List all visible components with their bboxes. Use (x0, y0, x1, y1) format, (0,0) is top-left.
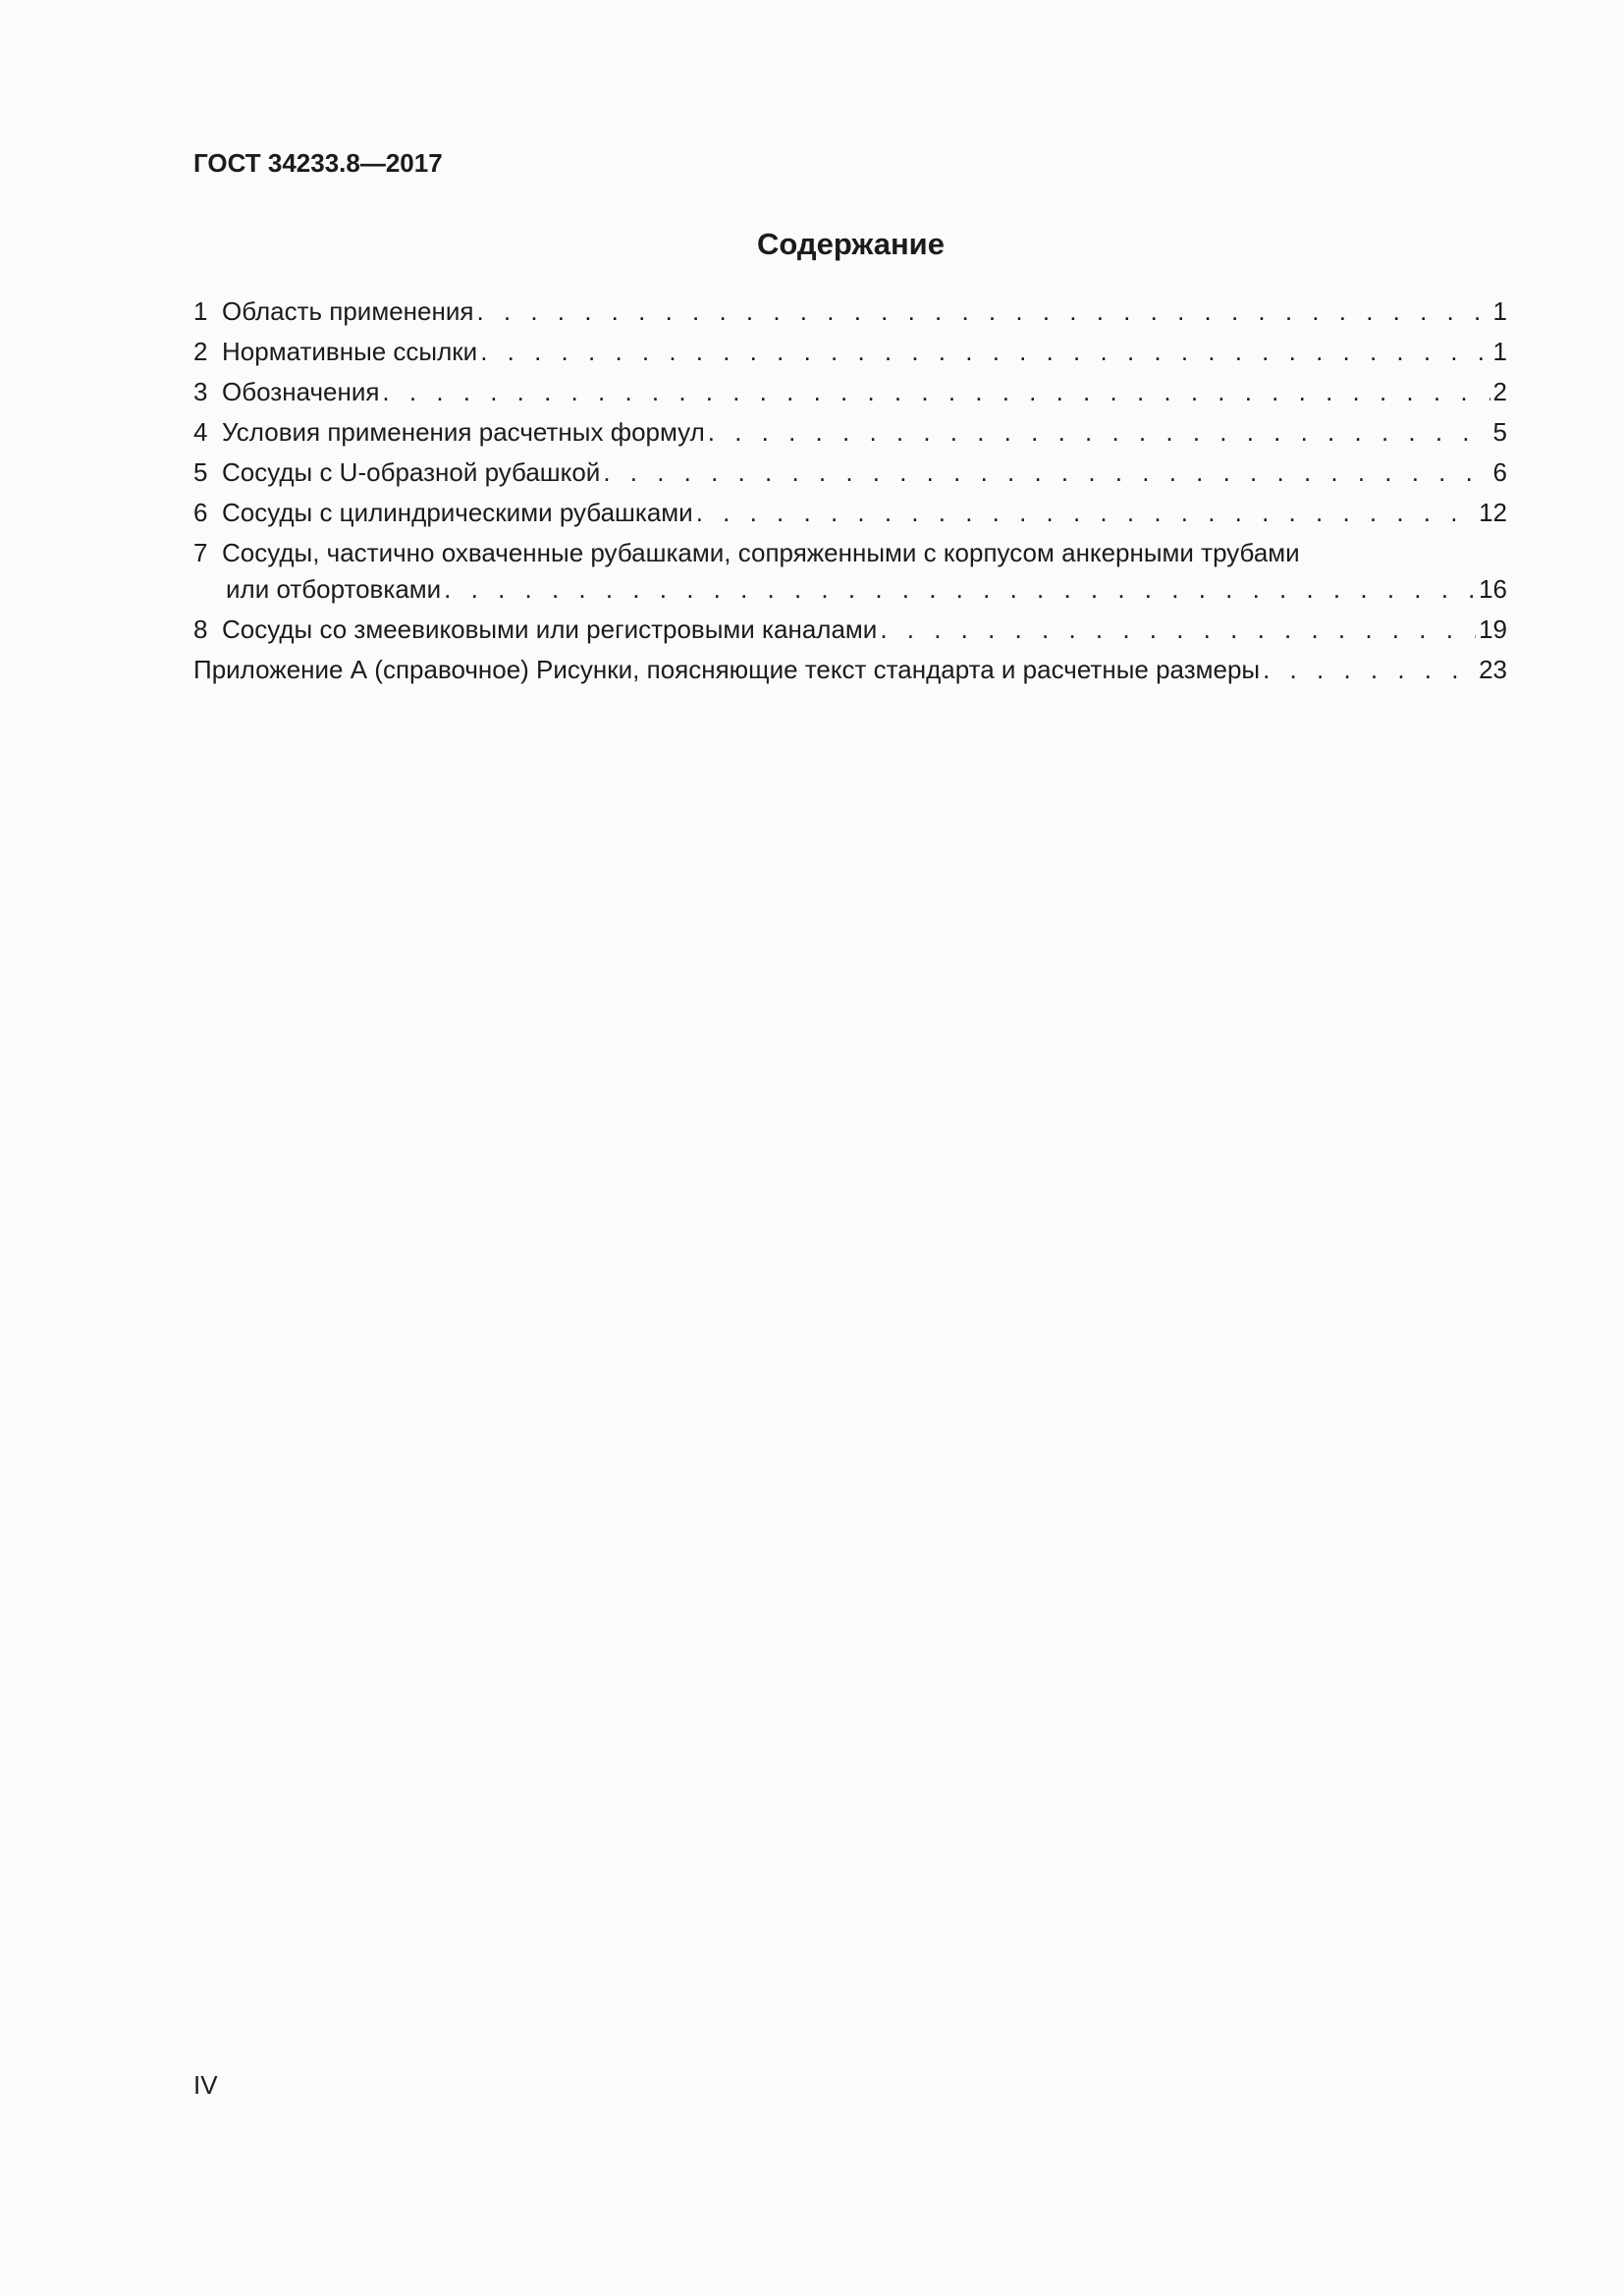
toc-entry-label: Сосуды с цилиндрическими рубашками (222, 498, 693, 527)
toc-entry-page: 1 (1492, 337, 1507, 366)
toc-entry-2[interactable] (193, 334, 1507, 370)
toc-entry-6[interactable] (193, 495, 1507, 531)
toc-entry-label: Обозначения (222, 377, 380, 406)
dot-leader (880, 612, 1476, 648)
toc-entry-5[interactable] (193, 454, 1507, 491)
toc-entry-number: 3 (193, 377, 208, 406)
dot-leader (708, 414, 1490, 451)
dot-leader (444, 571, 1476, 608)
dot-leader (382, 374, 1489, 410)
toc-entry-appendix-a[interactable] (193, 652, 1507, 688)
toc-entry-number: 5 (193, 457, 208, 487)
toc-entry-page: 2 (1492, 377, 1507, 406)
toc-entry-8[interactable] (193, 612, 1507, 648)
toc-entry-label: Нормативные ссылки (222, 337, 478, 366)
toc-entry-label: Сосуды, частично охваченные рубашками, сопряженными с корпусом анкерными трубами (222, 538, 1300, 567)
toc-entry-number: 1 (193, 296, 208, 326)
dot-leader (696, 495, 1476, 531)
toc-entry-page: 16 (1479, 574, 1507, 604)
toc-entry-page: 19 (1479, 614, 1507, 644)
dot-leader (476, 294, 1489, 330)
document-designation: ГОСТ 34233.8—2017 (193, 148, 443, 178)
dot-leader (1263, 652, 1476, 688)
dot-leader (480, 334, 1489, 370)
toc-entry-number: 2 (193, 337, 208, 366)
toc-entry-label: Сосуды со змеевиковыми или регистровыми каналами (222, 614, 878, 644)
toc-entry-7[interactable] (193, 535, 1507, 608)
toc-entry-page: 1 (1492, 296, 1507, 326)
toc-entry-page: 5 (1492, 417, 1507, 447)
toc-entry-label: Сосуды с U-образной рубашкой (222, 457, 601, 487)
toc-entry-3[interactable] (193, 374, 1507, 410)
toc-entry-number: 8 (193, 614, 208, 644)
dot-leader (603, 454, 1489, 491)
toc-entry-page: 6 (1492, 457, 1507, 487)
page-number: IV (193, 2070, 218, 2100)
toc-title: Содержание (757, 227, 945, 261)
toc-entry-label: Область применения (222, 296, 474, 326)
toc-entry-label-continuation: или отбортовками (226, 574, 442, 604)
toc-entry-number: 4 (193, 417, 208, 447)
toc-entry-number: 6 (193, 498, 208, 527)
table-of-contents (193, 294, 1507, 692)
toc-entry-number: 7 (193, 538, 208, 567)
toc-entry-page: 23 (1479, 655, 1507, 684)
toc-entry-1[interactable] (193, 294, 1507, 330)
toc-entry-label: Условия применения расчетных формул (222, 417, 705, 447)
toc-entry-label: Приложение А (справочное) Рисунки, поясняющие текст стандарта и расчетные размеры (193, 655, 1261, 684)
toc-entry-4[interactable] (193, 414, 1507, 451)
toc-entry-page: 12 (1479, 498, 1507, 527)
